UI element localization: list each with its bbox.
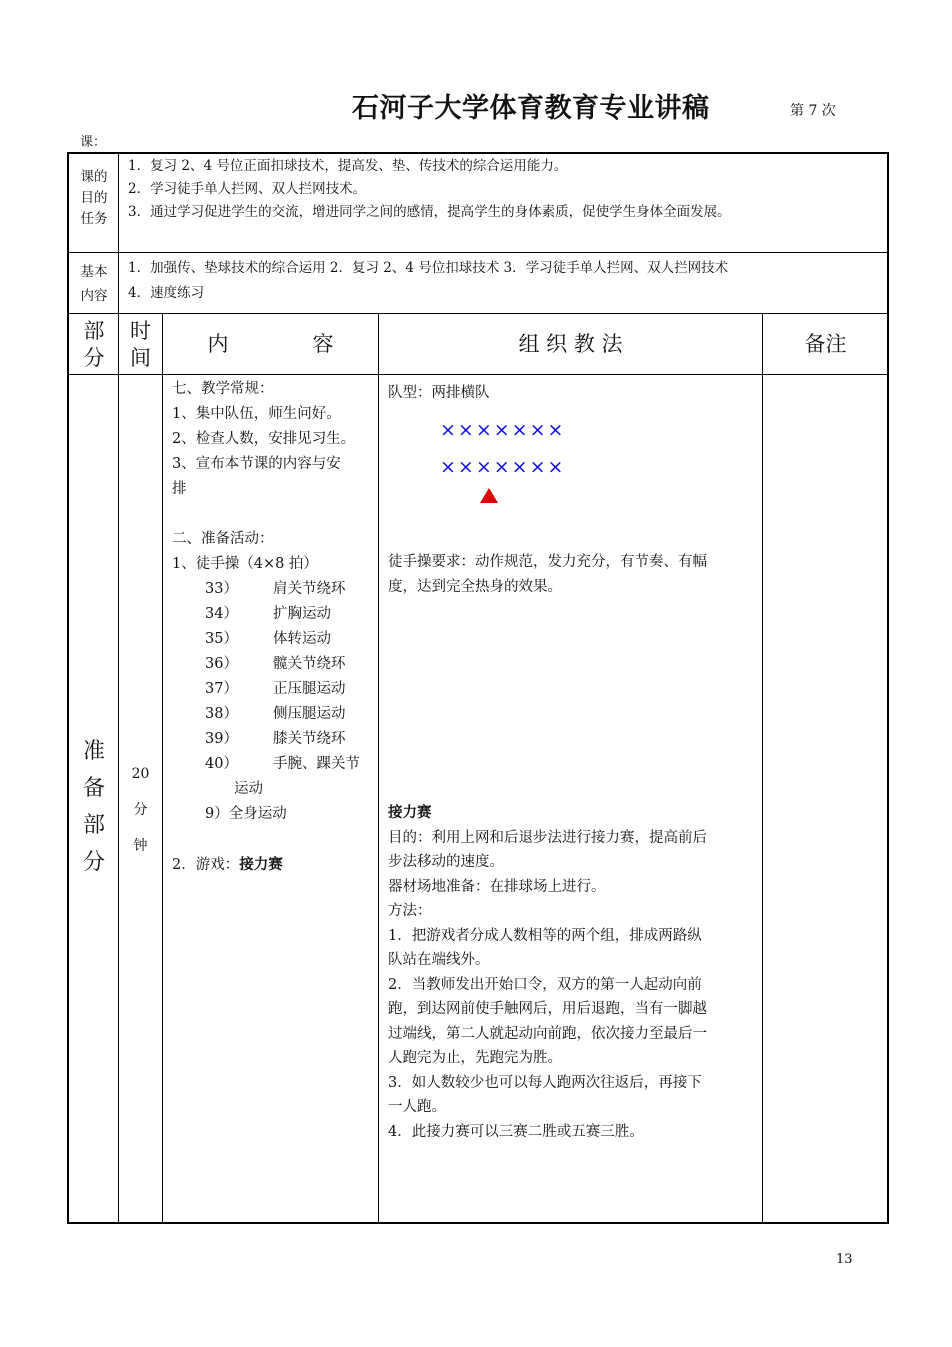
exercise-requirements: 徒手操要求：动作规范，发力充分，有节奏、有幅 度，达到完全热身的效果。 <box>388 554 707 595</box>
relay-description: 接力赛 目的：利用上网和后退步法进行接力赛，提高前后 步法移动的速度。 器材场地准备：在排球场上进行。 方法： 1．把游戏者分成人数相等的两个组，排成两路纵 队站在端线外。 2．当教师发出开始口令，双方的第一人起动向前 跑，到达网前使手触网后，用后退跑，当有一脚越 过端线，第二人就起动向前跑，依次接力至最后一 人跑完为止，先跑完为胜。 3．如人数较少也可以每人跑两次往返后，再接下 一人跑。 4．此接力赛可以三赛二胜或五赛三胜。 <box>388 801 760 1144</box>
basic-content-item: 4．速度练习 <box>128 285 205 301</box>
exercise-item: 39） 膝关节绕环 <box>205 731 346 747</box>
header-remarks: 备注 <box>804 332 847 356</box>
routine-item: 3、宣布本节课的内容与安 <box>172 456 341 472</box>
row-divider <box>68 313 888 314</box>
routine-item: 2、检查人数，安排见习生。 <box>172 431 356 447</box>
exercise-item: 37） 正压腿运动 <box>205 681 346 697</box>
warmup-subtitle: 1、徒手操（4×8 拍） <box>172 556 318 572</box>
exercise-item: 35） 体转运动 <box>205 631 331 647</box>
page-title: 石河子大学体育教育专业讲稿 <box>352 93 710 124</box>
col-divider <box>762 313 763 1223</box>
row-divider <box>68 374 888 375</box>
row-divider <box>68 252 888 253</box>
exercise-item: 34） 扩胸运动 <box>205 606 331 622</box>
header-time: 时 间 <box>130 319 151 370</box>
basic-content-label: 基本 内容 <box>80 264 108 304</box>
col-divider <box>118 153 119 1223</box>
formation-row-1: ××××××× <box>440 419 566 441</box>
lesson-number: 第 7 次 <box>790 103 836 119</box>
formation-label: 队型：两排横队 <box>388 385 490 401</box>
teacher-triangle-icon <box>480 488 498 503</box>
routine-item: 排 <box>172 481 187 497</box>
exercise-item-wrap: 运动 <box>234 781 263 797</box>
col-divider <box>378 313 379 1223</box>
objectives-list <box>128 155 888 224</box>
formation-row-2: ××××××× <box>440 456 566 478</box>
section-part-label: 准 备 部 分 <box>82 739 105 875</box>
basic-content-item: 1．加强传、垫球技术的综合运用 2．复习 2、4 号位扣球技术 3．学习徒手单人拦网、双人拦网技术 <box>128 260 729 276</box>
routine-title: 七、教学常规： <box>172 381 274 397</box>
game-line: 2．游戏：接力赛 <box>172 856 283 873</box>
routine-item: 1、集中队伍，师生问好。 <box>172 406 341 422</box>
header-method: 组 织 教 法 <box>518 332 623 356</box>
page-number: 13 <box>836 1252 853 1267</box>
warmup-title: 二、准备活动： <box>172 531 274 547</box>
course-label: 课： <box>80 135 107 150</box>
objective-item: 2．学习徒手单人拦网、双人拦网技术。 <box>128 181 367 197</box>
exercise-item: 40） 手腕、踝关节 <box>205 756 360 772</box>
header-part: 部 分 <box>83 319 105 370</box>
exercise-item: 38） 侧压腿运动 <box>205 706 346 722</box>
objective-item: 1．复习 2、4 号位正面扣球技术，提高发、垫、传技术的综合运用能力。 <box>128 158 568 174</box>
header-content: 内 容 <box>207 332 334 356</box>
section-content <box>172 377 376 878</box>
objective-item: 3．通过学习促进学生的交流，增进同学之间的感情，提高学生的身体素质，促使学生身体全面发展。 <box>128 204 731 220</box>
game-name: 接力赛 <box>239 856 283 873</box>
exercise-item: 9）全身运动 <box>205 806 287 822</box>
objectives-label: 课的 目的 任务 <box>80 169 108 227</box>
basic-content-list <box>128 256 888 306</box>
exercise-item: 33） 肩关节绕环 <box>205 581 346 597</box>
col-divider <box>162 313 163 1223</box>
relay-title: 接力赛 <box>388 804 432 821</box>
section-time: 20 分 钟 <box>131 766 150 854</box>
exercise-item: 36） 髋关节绕环 <box>205 656 346 672</box>
